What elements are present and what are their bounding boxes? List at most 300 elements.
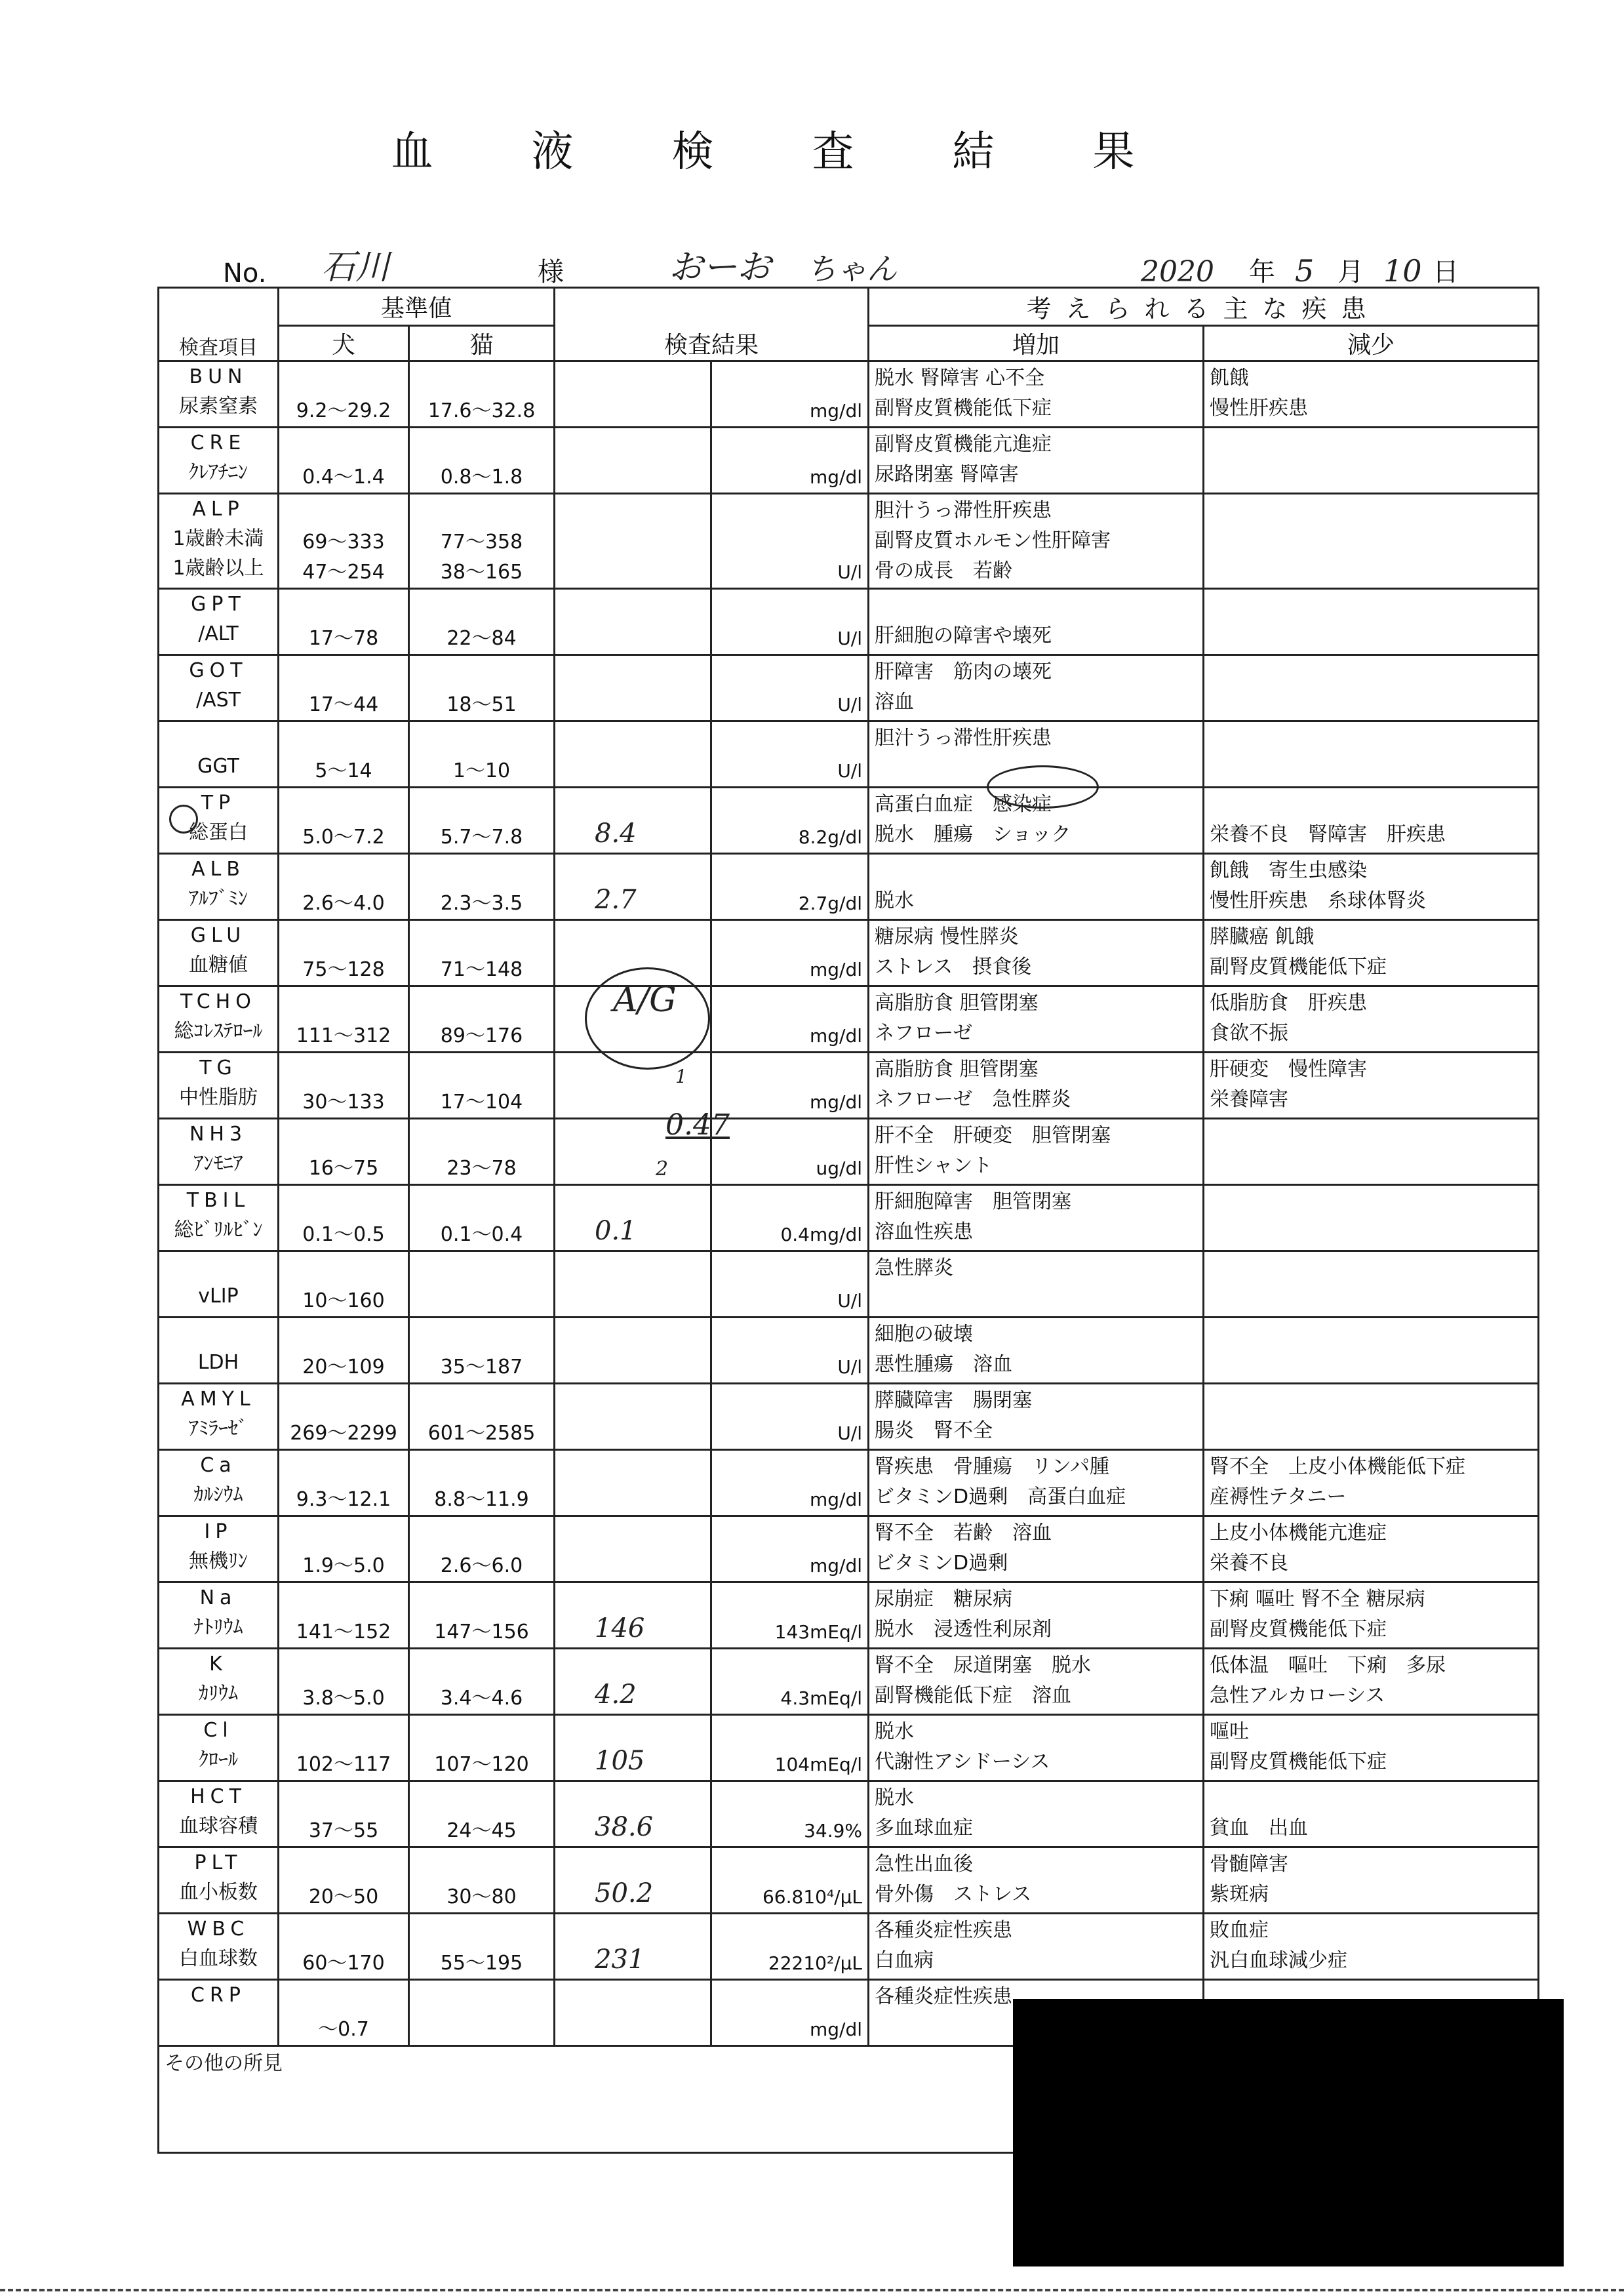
decrease-diseases [1204,1318,1539,1384]
decrease-diseases [1204,361,1539,428]
test-code: CRP [191,1984,246,2007]
test-name: 尿素窒素 [179,395,258,418]
disease-increase: ビタミンD過剰 高蛋白血症 [875,1485,1126,1508]
unit-label: mg/dl [809,959,863,980]
table-row [159,1318,1539,1384]
increase-diseases [869,1251,1204,1318]
ref-dog: 141～152 [279,1582,409,1649]
test-item-cell [159,655,279,721]
test-name: ｶﾘｳﾑ [199,1682,238,1705]
header-item: 検査項目 [159,288,279,361]
decrease-diseases [1204,1450,1539,1516]
disease-increase: 溶血性疾患 [875,1220,974,1243]
decrease-diseases [1204,788,1539,854]
chan-label: ちゃん [806,251,897,287]
result-value-1 [555,655,711,721]
disease-increase: 腎疾患 骨腫瘍 リンパ腫 [875,1455,1109,1478]
increase-diseases [869,1053,1204,1119]
ref-cat: 22～84 [409,589,555,655]
result-value-2 [711,1847,869,1914]
disease-increase: ネフローゼ 急性膵炎 [875,1088,1071,1111]
disease-increase: 脱水 [875,1720,915,1743]
result-1: 105 [595,1746,645,1776]
result-2: 143 [774,1621,810,1643]
test-item-cell [159,1582,279,1649]
disease-increase: 溶血 [875,691,915,714]
disease-decrease: 食欲不振 [1210,1022,1289,1045]
increase-diseases [869,986,1204,1053]
disease-decrease: 慢性肝疾患 [1210,397,1309,420]
decrease-diseases [1204,1516,1539,1582]
result-2: 0.4 [780,1224,810,1245]
result-value-1 [555,1980,711,2046]
test-item-cell [159,589,279,655]
unit-label: mg/dl [809,466,863,488]
annotation-mark-2: 2 [656,1158,669,1180]
disease-increase: 肝細胞の障害や壊死 [875,624,1052,647]
unit-label: 10²/μL [803,1952,863,1974]
disease-decrease: 栄養不良 [1210,1552,1289,1575]
disease-decrease: 低体温 嘔吐 下痢 多尿 [1210,1654,1446,1677]
ref-dog: 69～333 47～254 [279,494,409,589]
increase-diseases [869,1384,1204,1450]
disease-decrease: 飢餓 寄生虫感染 [1210,859,1368,882]
result-2: 34.9 [804,1820,845,1842]
disease-increase: 白血病 [875,1949,934,1972]
disease-increase: 脱水 [875,1786,915,1809]
disease-increase: 尿路閉塞 腎障害 [875,463,1019,486]
decrease-diseases [1204,494,1539,589]
unit-label: mg/dl [809,1555,863,1577]
result-value-2 [711,1053,869,1119]
disease-decrease [1210,1783,1532,1813]
unit-label: mg/dl [809,400,863,422]
test-name: /ALT [198,622,239,645]
decrease-diseases [1204,920,1539,986]
result-value-1 [555,1582,711,1649]
result-value-2 [711,1582,869,1649]
table-row [159,1450,1539,1516]
unit-label: U/l [837,1422,863,1444]
test-name: 白血球数 [179,1947,258,1970]
disease-increase: 副腎皮質機能低下症 [875,397,1052,420]
test-code: IP [204,1520,233,1543]
ref-cat: 8.8～11.9 [409,1450,555,1516]
disease-decrease: 上皮小体機能亢進症 [1210,1521,1387,1544]
table-row [159,1781,1539,1847]
result-value-1 [555,1318,711,1384]
result-value-1 [555,1715,711,1781]
table-row [159,1516,1539,1582]
month-value: 5 [1295,253,1315,289]
table-row [159,1251,1539,1318]
table-row [159,655,1539,721]
increase-diseases [869,428,1204,494]
test-name: ｶﾙｼｳﾑ [193,1483,243,1506]
ref-cat: 601～2585 [409,1384,555,1450]
ref-cat: 35～187 [409,1318,555,1384]
result-value-2 [711,1450,869,1516]
redaction-box [1013,1999,1564,2266]
annotation-circle-tp [169,805,198,834]
ref-cat: 77～358 38～165 [409,494,555,589]
test-item-cell [159,1516,279,1582]
test-code: TBIL [186,1189,250,1212]
decrease-diseases [1204,721,1539,788]
result-value-1 [555,1251,711,1318]
test-name: GGT [197,755,239,778]
ref-dog: 20～109 [279,1318,409,1384]
table-row [159,1053,1539,1119]
test-item-cell [159,494,279,589]
test-item-cell [159,1914,279,1980]
result-2: 222 [768,1952,804,1974]
test-item-cell [159,1781,279,1847]
result-value-2 [711,1384,869,1450]
disease-increase [875,591,1197,621]
ref-dog: 9.2～29.2 [279,361,409,428]
table-row [159,1914,1539,1980]
result-2: 66.8 [762,1886,804,1908]
disease-decrease: 副腎皮質機能低下症 [1210,1618,1387,1641]
test-code: ALB [191,858,245,881]
result-value-2 [711,1980,869,2046]
test-item-cell [159,1318,279,1384]
ref-cat: 55～195 [409,1914,555,1980]
ref-dog: 30～133 [279,1053,409,1119]
result-value-1 [555,1847,711,1914]
decrease-diseases [1204,1649,1539,1715]
test-code [165,1252,272,1281]
result-value-2 [711,1516,869,1582]
table-row [159,1384,1539,1450]
disease-increase: 脱水 腫瘍 ショック [875,823,1071,846]
test-code: Cl [203,1719,233,1742]
lab-results-table [157,287,1539,2154]
test-item-cell [159,428,279,494]
test-name: ｱﾙﾌﾞﾐﾝ [189,887,248,910]
result-value-2 [711,986,869,1053]
disease-increase: 脱水 浸透性利尿剤 [875,1618,1052,1641]
result-1: 8.4 [595,818,637,849]
decrease-diseases [1204,1251,1539,1318]
ref-dog: 37～55 [279,1781,409,1847]
decrease-diseases [1204,1914,1539,1980]
disease-increase: 糖尿病 慢性膵炎 [875,925,1019,948]
test-code: GPT [191,593,246,616]
ref-dog: 1.9～5.0 [279,1516,409,1582]
patient-surname: 石川 [321,248,390,287]
patient-header [157,248,1537,289]
ref-cat: 17～104 [409,1053,555,1119]
test-code: GLU [190,924,247,947]
disease-decrease: 腎不全 上皮小体機能低下症 [1210,1455,1466,1478]
test-code: PLT [194,1851,243,1874]
table-row [159,1582,1539,1649]
header-result: 検査結果 [555,288,869,361]
result-value-2 [711,655,869,721]
table-row [159,361,1539,428]
ref-cat: 71～148 [409,920,555,986]
test-item-cell [159,1450,279,1516]
disease-increase: 腎不全 若齢 溶血 [875,1521,1052,1544]
test-item-cell [159,361,279,428]
ref-cat: 0.1～0.4 [409,1185,555,1251]
table-row [159,920,1539,986]
result-value-2 [711,1318,869,1384]
table-row [159,1847,1539,1914]
ref-dog: 0.4～1.4 [279,428,409,494]
disease-increase: 副腎機能低下症 溶血 [875,1684,1072,1707]
ref-cat [409,1980,555,2046]
ref-dog: 9.3～12.1 [279,1450,409,1516]
ref-dog: 2.6～4.0 [279,854,409,920]
ref-cat: 2.6～6.0 [409,1516,555,1582]
result-1: 0.1 [595,1216,637,1246]
test-name: 総ｺﾚｽﾃﾛｰﾙ [174,1020,263,1043]
increase-diseases [869,1914,1204,1980]
ref-cat: 3.4～4.6 [409,1649,555,1715]
day-label: 日 [1433,257,1459,287]
test-code: ALP [192,498,245,521]
test-name: 血糖値 [189,954,248,977]
result-value-2 [711,920,869,986]
ref-dog: 102～117 [279,1715,409,1781]
unit-label: mg/dl [809,1091,863,1113]
table-row [159,589,1539,655]
annotation-ag-label: A/G [613,980,677,1020]
ref-cat [409,1251,555,1318]
table-row [159,428,1539,494]
ref-dog: 75～128 [279,920,409,986]
header-decrease: 減少 [1204,326,1539,361]
disease-increase: ビタミンD過剰 [875,1552,1008,1575]
disease-increase: 脱水 [875,889,915,912]
unit-label: U/l [837,760,863,782]
decrease-diseases [1204,428,1539,494]
result-value-1 [555,788,711,854]
ref-cat: 23～78 [409,1119,555,1185]
test-code: CRE [190,432,247,454]
unit-label: U/l [837,628,863,649]
disease-increase: 高蛋白血症 感染症 [875,793,1052,816]
ref-dog: 17～44 [279,655,409,721]
result-1: 50.2 [595,1878,654,1908]
disease-decrease: 紫斑病 [1210,1883,1269,1906]
table-row [159,986,1539,1053]
decrease-diseases [1204,655,1539,721]
increase-diseases [869,1715,1204,1781]
increase-diseases [869,1781,1204,1847]
ref-dog: 17～78 [279,589,409,655]
result-value-1 [555,854,711,920]
test-item-cell [159,1119,279,1185]
ref-cat: 17.6～32.8 [409,361,555,428]
disease-increase: 腸炎 腎不全 [875,1419,993,1442]
page-title: 血液検査結果 [391,128,1233,176]
disease-decrease: 慢性肝疾患 糸球体腎炎 [1210,889,1427,912]
decrease-diseases [1204,1715,1539,1781]
header-diseases: 考えられる主な疾患 [869,288,1539,326]
result-value-2 [711,1781,869,1847]
result-1: 4.2 [595,1680,637,1710]
result-value-2 [711,854,869,920]
disease-increase: 骨の成長 若齢 [875,559,1013,582]
disease-increase: 細胞の破壊 [875,1323,974,1346]
no-label: No. [223,258,267,289]
ref-dog: 60～170 [279,1914,409,1980]
disease-increase: 代謝性アシドーシス [875,1750,1050,1773]
test-item-cell [159,1185,279,1251]
disease-increase: 副腎皮質機能亢進症 [875,433,1052,456]
unit-label: mEq/l [810,1687,863,1709]
result-value-2 [711,1185,869,1251]
ref-dog: 3.8～5.0 [279,1649,409,1715]
result-value-2 [711,788,869,854]
unit-label: mEq/l [810,1621,863,1643]
test-name: 無機ﾘﾝ [189,1550,248,1573]
test-name: 中性脂肪 [179,1086,258,1109]
header-dog: 犬 [279,326,409,361]
header-reference: 基準値 [279,288,555,326]
disease-increase: 肝性シャント [875,1154,993,1177]
disease-decrease: 貧血 出血 [1210,1817,1309,1840]
increase-diseases [869,854,1204,920]
result-value-2 [711,494,869,589]
result-value-1 [555,721,711,788]
ref-dog: 0.1～0.5 [279,1185,409,1251]
month-label: 月 [1337,257,1364,287]
table-row [159,854,1539,920]
test-code: AMYL [181,1388,256,1411]
table-row [159,494,1539,589]
annotation-circle-infection [987,765,1099,809]
disease-increase: 肝障害 筋肉の壊死 [875,660,1052,683]
year-label: 年 [1249,257,1275,287]
increase-diseases [869,361,1204,428]
test-code: BUN [189,365,248,388]
disease-decrease: 膵臓癌 飢餓 [1210,925,1315,948]
disease-increase: ストレス 摂食後 [875,956,1032,978]
increase-diseases [869,1185,1204,1251]
sama-label: 様 [538,257,564,287]
test-name: ｸﾛｰﾙ [199,1748,238,1771]
result-value-1 [555,1450,711,1516]
test-item-cell [159,1715,279,1781]
test-item-cell [159,1384,279,1450]
result-1: 231 [595,1944,645,1975]
table-row [159,1715,1539,1781]
test-item-cell [159,854,279,920]
result-value-1 [555,494,711,589]
result-1: 2.7 [595,885,637,915]
result-value-1 [555,1185,711,1251]
disease-increase: 脱水 腎障害 心不全 [875,367,1045,390]
increase-diseases [869,1847,1204,1914]
day-value: 10 [1383,253,1422,289]
disease-increase [875,856,1197,886]
decrease-diseases [1204,1053,1539,1119]
unit-label: U/l [837,1290,863,1312]
increase-diseases [869,1516,1204,1582]
ref-dog: 111～312 [279,986,409,1053]
ref-dog: 20～50 [279,1847,409,1914]
disease-increase: 各種炎症性疾患 [875,1985,1013,2008]
increase-diseases [869,1450,1204,1516]
disease-increase: 胆汁うっ滞性肝疾患 [875,727,1052,750]
ref-dog: 269～2299 [279,1384,409,1450]
ref-cat: 107～120 [409,1715,555,1781]
bottom-cut-line [0,2289,1624,2291]
disease-decrease: 副腎皮質機能低下症 [1210,1750,1387,1773]
year-value: 2020 [1141,255,1214,289]
test-name: LDH [197,1351,239,1374]
test-name: 総ﾋﾞﾘﾙﾋﾞﾝ [174,1218,263,1241]
result-1: 146 [595,1613,645,1643]
result-value-1 [555,1516,711,1582]
result-value-1 [555,1781,711,1847]
annotation-ag-value: 0.47 [665,1108,730,1142]
increase-diseases [869,1119,1204,1185]
unit-label: 10⁴/μL [803,1886,863,1908]
header-cat: 猫 [409,326,555,361]
decrease-diseases [1204,986,1539,1053]
unit-label: mEq/l [810,1754,863,1775]
ref-cat: 30～80 [409,1847,555,1914]
disease-increase: 各種炎症性疾患 [875,1919,1013,1942]
ref-cat: 5.7～7.8 [409,788,555,854]
decrease-diseases [1204,1185,1539,1251]
ref-cat: 2.3～3.5 [409,854,555,920]
test-item-cell [159,1251,279,1318]
disease-decrease: 汎白血球減少症 [1210,1949,1348,1972]
result-value-2 [711,428,869,494]
increase-diseases [869,1649,1204,1715]
test-code: K [209,1653,228,1676]
disease-increase: 腎不全 尿道閉塞 脱水 [875,1654,1092,1677]
disease-decrease: 嘔吐 [1210,1720,1250,1743]
header-increase: 増加 [869,326,1204,361]
test-code [165,722,272,752]
increase-diseases [869,1318,1204,1384]
result-value-1 [555,361,711,428]
decrease-diseases [1204,589,1539,655]
decrease-diseases [1204,1781,1539,1847]
disease-decrease: 栄養不良 腎障害 肝疾患 [1210,823,1446,846]
increase-diseases [869,494,1204,589]
result-2: 8.2 [798,826,828,848]
unit-label: mg/dl [809,1025,863,1047]
test-code: WBC [187,1918,250,1941]
ref-cat: 24～45 [409,1781,555,1847]
disease-decrease: 下痢 嘔吐 腎不全 糖尿病 [1210,1588,1425,1611]
ref-dog: ～0.7 [279,1980,409,2046]
ref-dog: 5～14 [279,721,409,788]
test-item-cell [159,1053,279,1119]
test-code [165,1318,272,1348]
disease-increase: 高脂肪食 胆管閉塞 [875,1058,1039,1081]
pet-name: おーお [669,248,772,287]
result-value-2 [711,1914,869,1980]
result-value-2 [711,1119,869,1185]
disease-increase: 肝細胞障害 胆管閉塞 [875,1190,1072,1213]
test-code: TP [201,792,236,815]
unit-label: ug/dl [816,1158,863,1179]
disease-decrease: 敗血症 [1210,1919,1269,1942]
test-code: NH3 [189,1123,248,1146]
test-item-cell [159,1847,279,1914]
test-item-cell [159,721,279,788]
